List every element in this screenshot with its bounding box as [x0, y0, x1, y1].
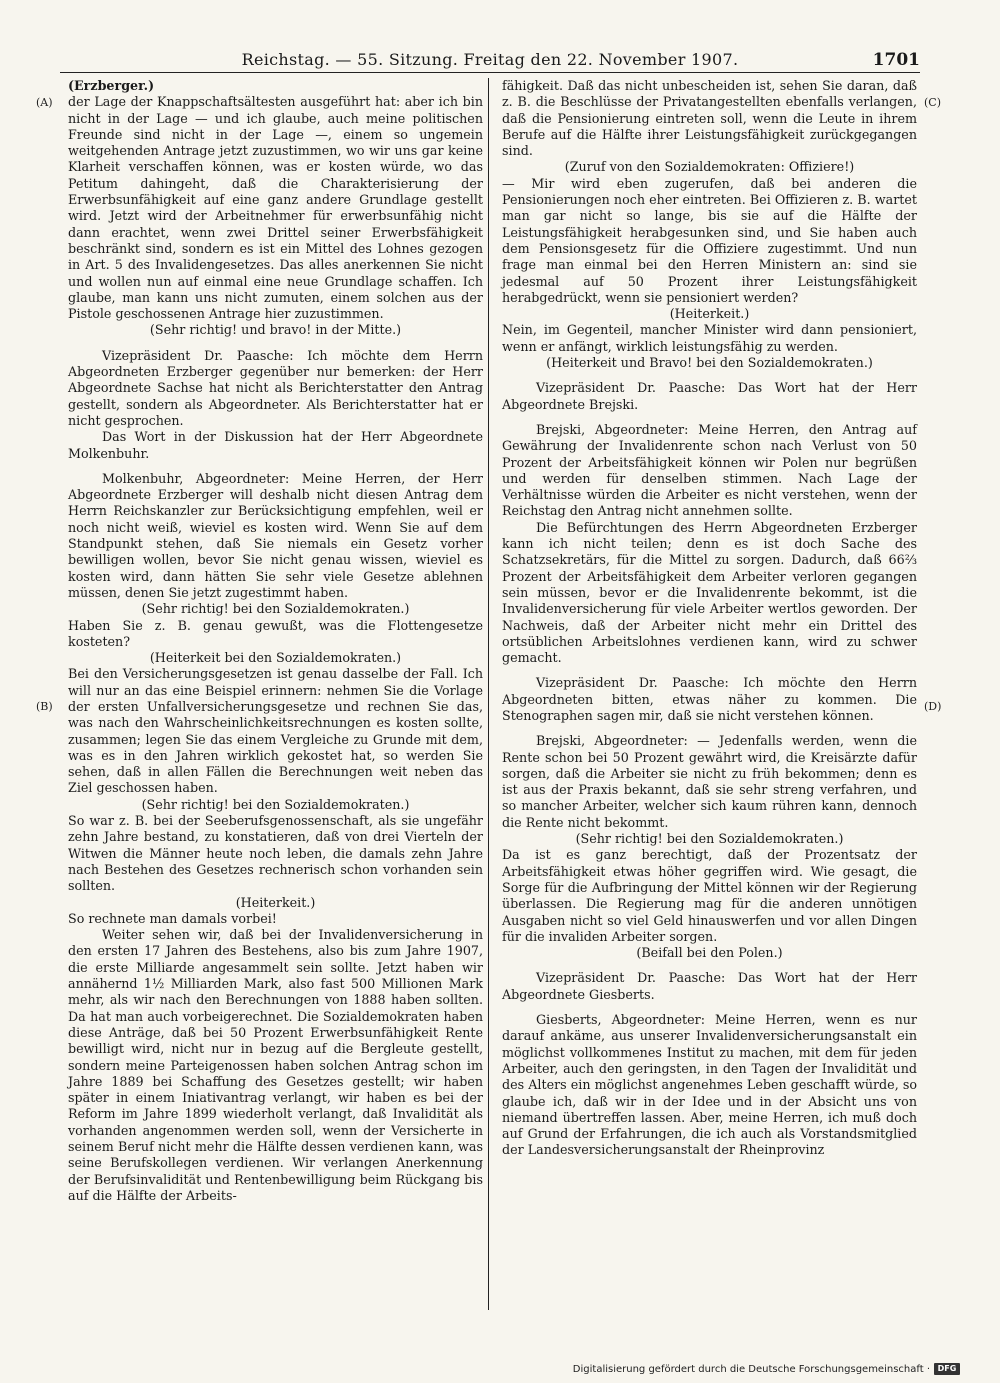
paragraph: Bei den Versicherungsgesetzen ist genau dasselbe der Fall. Ich will nur an das eine Beispiel erinnern: nehmen Sie die Vorlage der ersten Unfallversicherungsgesetze und rechnen Sie das, was nach den Wahrscheinlichkeitsrechnungen es kosten sollte, zusammen; legen Sie das einem Vergleiche zu Grunde mit dem, was es in den Jahren wirklich gekostet hat, so werden Sie sehen, daß in allen Fällen die Berechnungen weit neben das Ziel geschossen haben.	[68, 666, 483, 796]
margin-mark-a: (A)	[36, 96, 53, 109]
paragraph: Haben Sie z. B. genau gewußt, was die Flottengesetze kosteten?	[68, 617, 483, 649]
paragraph: So war z. B. bei der Seeberufsgenossenschaft, als sie ungefähr zehn Jahre bestand, zu konstatieren, daß von drei Vierteln der Witwen die Männer heute noch leben, die damals zehn Jahre nach Bestehen des Gesetzes rechnerisch schon vorhanden sein sollten.	[68, 813, 483, 894]
paragraph: Da ist es ganz berechtigt, daß der Prozentsatz der Arbeitsfähigkeit etwas höher gegriffen wird. Wie gesagt, die Sorge für die Aufbringung der Mittel können wir der Regierung überlassen. Die Regierung mag für die anderen unnötigen Ausgaben nicht so viel Geld hinauswerfen und vor allen Dingen für die invaliden Arbeiter sorgen.	[502, 847, 917, 944]
paragraph: Die Befürchtungen des Herrn Abgeordneten Erzberger kann ich nicht teilen; denn es ist doch Sache des Schatzsekretärs, für die Mittel zu sorgen. Dadurch, daß 66⅔ Prozent der Arbeitsfähigkeit dem Arbeiter verloren gegangen sein müssen, bevor er die Invalidenrente bekommt, ist die Invalidenversicherung für viele Arbeiter wertlos geworden. Der Nachweis, daß der Arbeiter nicht mehr ein Drittel des ortsüblichen Arbeitslohnes verdienen kann, wird zu schwer gemacht.	[502, 519, 917, 666]
margin-mark-b: (B)	[36, 700, 53, 713]
paragraph: der Lage der Knappschaftsältesten ausgeführt hat: aber ich bin nicht in der Lage — und ich glaube, auch meine politischen Freunde sind nicht in der Lage —, einem so ungemein weitgehenden Antrage jetzt zuzustimmen, wo wir uns gar keine Klarheit verschaffen können, was er kosten würde, wo das Petitum dahingeht, daß die Charakterisierung der Erwerbsunfähigkeit auf eine ganz andere Grundlage gestellt wird. Jetzt wird der Arbeitnehmer für erwerbsunfähig nicht dann erachtet, wenn zwei Drittel seiner Erwerbsfähigkeit beschränkt sind, sondern es ist ein Mittel des Lohnes gezogen in Art. 5 des Invalidengesetzes. Das alles anerkennen Sie nicht und wollen nun auf einmal eine neue Grundlage schaffen. Ich glaube, man kann uns nicht zumuten, einem solchen aus der Pistole geschossenen Antrage hier zuzustimmen.	[68, 94, 483, 322]
interjection: (Sehr richtig! bei den Sozialdemokraten.)	[141, 601, 410, 617]
paragraph: Vizepräsident Dr. Paasche: Ich möchte den Herrn Abgeordneten bitten, etwas näher zu kommen. Die Stenographen sagen mir, daß sie nicht verstehen können.	[502, 675, 917, 723]
interjection: (Heiterkeit.)	[235, 894, 316, 910]
margin-mark-d: (D)	[924, 700, 942, 713]
right-column	[502, 78, 917, 1159]
header-title: Reichstag. — 55. Sitzung. Freitag den 22. November 1907.	[241, 50, 739, 69]
page-header	[60, 50, 920, 74]
interjection: (Heiterkeit bei den Sozialdemokraten.)	[149, 650, 402, 666]
paragraph: — Mir wird eben zugerufen, daß bei anderen die Pensionierungen noch eher eintreten. Bei Offizieren z. B. wartet man gar nicht so lange, bis sie auf die Hälfte der Leistungsfähigkeit herabgesunken sind, und Sie haben auch dem Pensionsgesetz für die Offiziere zugestimmt. Und nun frage man einmal bei den Herren Ministern an: sind sie jedesmal auf 50 Prozent ihrer Leistungsfähigkeit herabgedrückt, wenn sie pensioniert werden?	[502, 175, 917, 305]
paragraph: Vizepräsident Dr. Paasche: Das Wort hat der Herr Abgeordnete Brejski.	[502, 380, 917, 412]
interjection: (Sehr richtig! und bravo! in der Mitte.)	[149, 322, 402, 338]
margin-mark-c: (C)	[924, 96, 941, 109]
dfg-logo-icon: DFG	[934, 1363, 960, 1375]
interjection: (Heiterkeit.)	[669, 306, 750, 322]
paragraph: Molkenbuhr, Abgeordneter: Meine Herren, der Herr Abgeordnete Erzberger will deshalb nicht diesen Antrag dem Herrn Reichskanzler zur Berücksichtigung empfehlen, weil er noch nicht weiß, wieviel es kosten wird. Wenn Sie auf dem Standpunkt stehen, daß Sie niemals ein Gesetz vorher bewilligen wollen, bevor Sie nicht genau wissen, wieviel es kosten wird, dann hätten Sie sehr viele Gesetze ablehnen müssen, denen Sie jetzt zugestimmt haben.	[68, 470, 483, 600]
header-rule	[60, 72, 920, 73]
column-divider	[488, 78, 489, 1310]
interjection: (Zuruf von den Sozialdemokraten: Offiziere!)	[564, 159, 855, 175]
left-column	[68, 78, 483, 1204]
paragraph: Giesberts, Abgeordneter: Meine Herren, wenn es nur darauf ankäme, aus unserer Invalidenversicherungsanstalt ein möglichst vollkommenes Institut zu machen, mit dem für jeden Arbeiter, auch den geringsten, in den Tagen der Invalidität und des Alters ein möglichst angenehmes Leben geschafft würde, so glaube ich, daß wir in der Idee und in der Absicht uns von niemand übertreffen lassen. Aber, meine Herren, ich muß doch auf Grund der Erfahrungen, die ich auch als Vorstandsmitglied der Landesversicherungsanstalt der Rheinprovinz	[502, 1012, 917, 1158]
interjection: (Beifall bei den Polen.)	[636, 945, 783, 961]
interjection: (Sehr richtig! bei den Sozialdemokraten.)	[575, 831, 844, 847]
paragraph: Weiter sehen wir, daß bei der Invalidenversicherung in den ersten 17 Jahren des Bestehens, also bis zum Jahre 1907, die erste Milliarde angesammelt sein sollte. Jetzt haben wir annähernd 1½ Milliarden Mark, also fast 500 Millionen Mark mehr, als wir nach den Berechnungen von 1888 haben sollten. Da hat man auch vorbeigerechnet. Die Sozialdemokraten haben diese Anträge, daß bei 50 Prozent Erwerbsunfähigkeit Rente bewilligt wird, nicht nur in bezug auf die Bergleute gestellt, sondern meine Parteigenossen haben solchen Antrag schon im Jahre 1889 bei Schaffung des Gesetzes gestellt; wir haben später in einem Iniativantrag verlangt, wir haben es bei der Reform im Jahre 1899 wiederholt verlangt, daß Invalidität als vorhanden angenommen werden soll, wenn der Versicherte in seinem Beruf nicht mehr die Hälfte dessen verdienen kann, was seine Berufskollegen verdienen. Wir verlangen Anerkennung der Berufsinvalidität und Rentenbewilligung beim Rückgang bis auf die Hälfte der Arbeits-	[68, 927, 483, 1203]
footer-text: Digitalisierung gefördert durch die Deutsche Forschungsgemeinschaft ·	[572, 1363, 930, 1375]
footer	[573, 1363, 960, 1375]
page-number: 1701	[872, 50, 920, 70]
paragraph: fähigkeit. Daß das nicht unbescheiden ist, sehen Sie daran, daß z. B. die Beschlüsse der Privatangestellten ebenfalls verlangen, daß die Pensionierung eintreten soll, wenn die Leute in ihrem Berufe auf die Hälfte ihrer Leistungsfähigkeit zurückgegangen sind.	[502, 78, 917, 159]
paragraph: Nein, im Gegenteil, mancher Minister wird dann pensioniert, wenn er anfängt, wirklich leistungsfähig zu werden.	[502, 322, 917, 354]
paragraph: Brejski, Abgeordneter: Meine Herren, den Antrag auf Gewährung der Invalidenrente schon nach Verlust von 50 Prozent der Arbeitsfähigkeit können wir Polen nur begrüßen und werden für denselben stimmen. Nach Lage der Verhältnisse würden die Arbeiter es nicht verstehen, wenn der Reichstag den Antrag nicht annehmen sollte.	[502, 421, 917, 519]
paragraph: Das Wort in der Diskussion hat der Herr Abgeordnete Molkenbuhr.	[68, 429, 483, 461]
paragraph: Vizepräsident Dr. Paasche: Ich möchte dem Herrn Abgeordneten Erzberger gegenüber nur bemerken: der Herr Abgeordnete Sachse hat nicht als Berichterstatter den Antrag gestellt, sondern als Abgeordneter. Als Berichterstatter hat er nicht gesprochen.	[68, 347, 483, 428]
paragraph: Vizepräsident Dr. Paasche: Das Wort hat der Herr Abgeordnete Giesberts.	[502, 970, 917, 1002]
interjection: (Heiterkeit und Bravo! bei den Sozialdemokraten.)	[546, 355, 873, 371]
paragraph: So rechnete man damals vorbei!	[68, 910, 277, 926]
paragraph: Brejski, Abgeordneter: — Jedenfalls werden, wenn die Rente schon bei 50 Prozent gewährt wird, die Kreisärzte dafür sorgen, daß die Arbeiter sie nicht zu früh bekommen; denn es ist aus der Praxis bekannt, daß sie sehr streng verfahren, und so mancher Arbeiter, welcher sich kaum rühren kann, dennoch die Rente nicht bekommt.	[502, 733, 917, 830]
interjection: (Sehr richtig! bei den Sozialdemokraten.)	[141, 796, 410, 812]
speaker-continuation: (Erzberger.)	[68, 78, 155, 93]
